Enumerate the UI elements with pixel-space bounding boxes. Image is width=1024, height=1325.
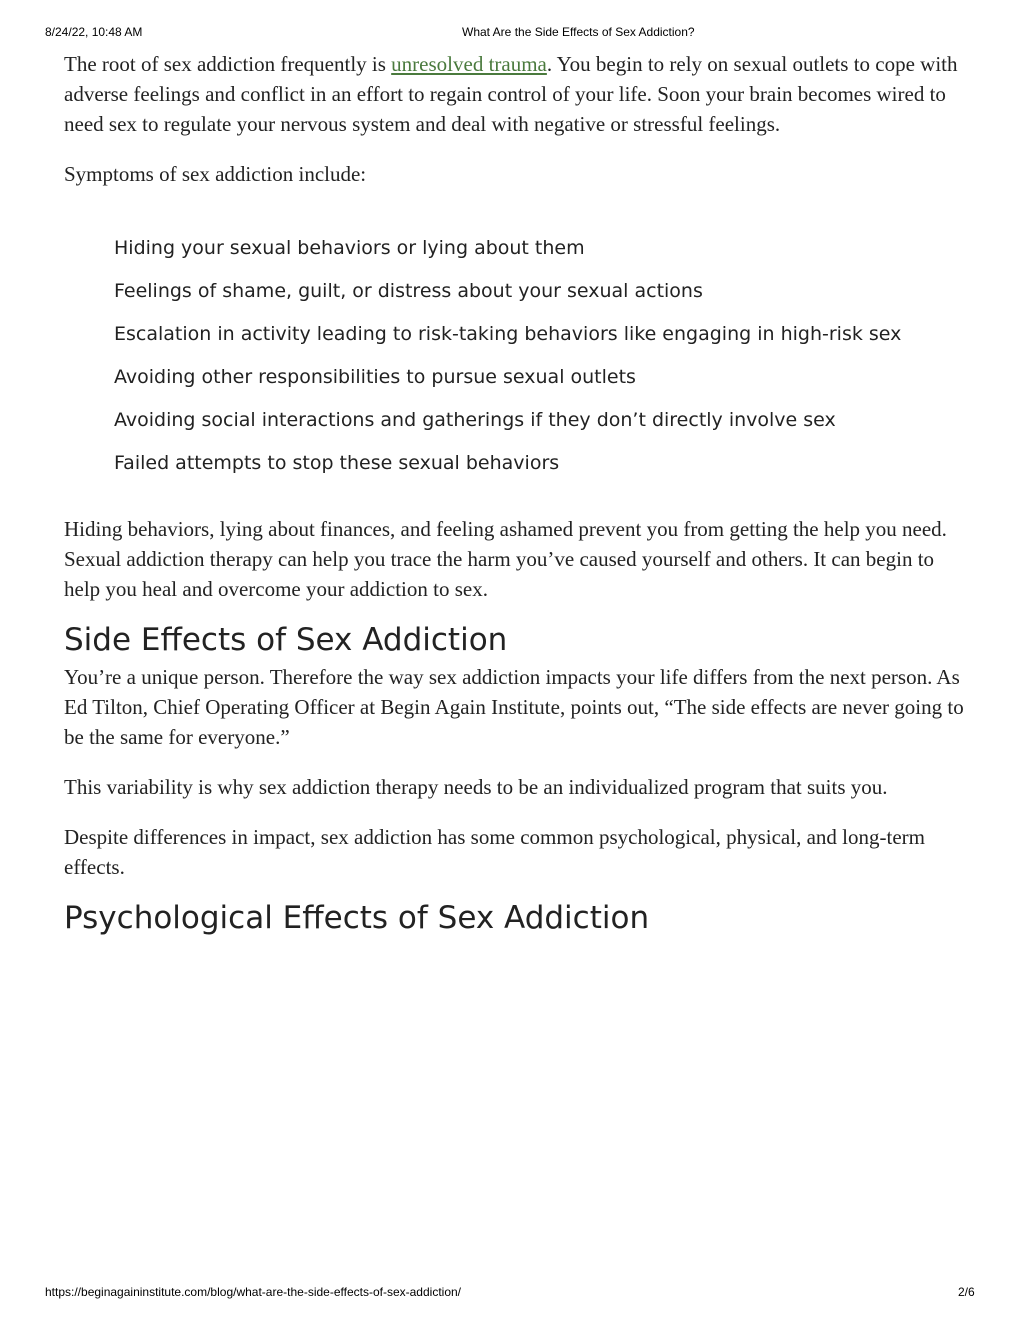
list-item: Failed attempts to stop these sexual behaviors (114, 452, 560, 474)
list-item: Avoiding other responsibilities to pursue sexual outlets (114, 366, 636, 388)
print-datetime: 8/24/22, 10:48 AM (45, 25, 143, 39)
intro-text-before: The root of sex addiction frequently is (64, 52, 392, 76)
intro-paragraph (64, 49, 969, 139)
heading-psychological-effects: Psychological Effects of Sex Addiction (64, 900, 650, 936)
print-footer (0, 1285, 1024, 1301)
side-effects-paragraph-1: You’re a unique person. Therefore the way sex addiction impacts your life differs from the next person. As Ed Tilton, Chief Operating Officer at Begin Again Institute, points out, “The side effects are never going to be the same for everyone.” (64, 665, 964, 749)
symptoms-list (64, 233, 914, 478)
list-item: Escalation in activity leading to risk-taking behaviors like engaging in high-risk sex (114, 323, 902, 345)
symptoms-intro: Symptoms of sex addiction include: (64, 162, 367, 186)
page-number: 2/6 (958, 1285, 975, 1299)
heading-side-effects: Side Effects of Sex Addiction (64, 622, 508, 658)
print-page-title: What Are the Side Effects of Sex Addiction? (462, 25, 695, 39)
print-header (0, 25, 1024, 41)
print-url: https://beginagaininstitute.com/blog/what-are-the-side-effects-of-sex-addiction/ (45, 1285, 461, 1299)
side-effects-paragraph-2: This variability is why sex addiction therapy needs to be an individualized program that suits you. (64, 775, 888, 799)
after-symptoms-paragraph: Hiding behaviors, lying about finances, and feeling ashamed prevent you from getting the help you need. Sexual addiction therapy can help you trace the harm you’ve caused yourself and others. It can begin to help you heal and overcome your addiction to sex. (64, 517, 947, 601)
unresolved-trauma-link[interactable]: unresolved trauma (391, 52, 547, 76)
side-effects-paragraph-3: Despite differences in impact, sex addiction has some common psychological, physical, and long-term effects. (64, 825, 925, 879)
article-content (64, 49, 969, 938)
intro-text-after: . You begin to rely on sexual outlets to cope with adverse feelings and conflict in an effort to regain control of your life. Soon your brain becomes wired to need sex to regulate your nervous system and deal with negative or stressful feelings. (64, 52, 958, 136)
list-item: Avoiding social interactions and gatherings if they don’t directly involve sex (114, 409, 836, 431)
list-item: Feelings of shame, guilt, or distress about your sexual actions (114, 280, 703, 302)
list-item: Hiding your sexual behaviors or lying about them (114, 237, 585, 259)
